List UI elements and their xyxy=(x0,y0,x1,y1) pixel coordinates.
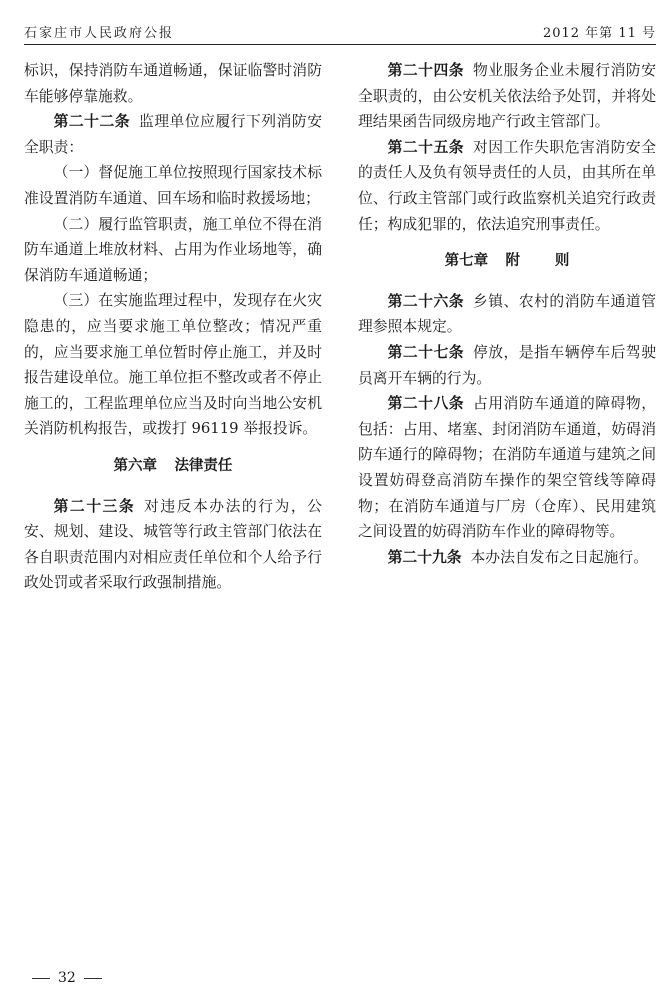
article-22-item-2: （二）履行监管职责，施工单位不得在消防车通道上堆放材料、占用为作业场地等，确保消防车通道畅通； xyxy=(24,215,322,284)
article-29-text: 本办法自发布之日起施行。 xyxy=(470,548,649,566)
article-26 xyxy=(358,289,656,340)
right-column xyxy=(358,58,656,570)
article-24 xyxy=(358,58,656,135)
publication-title: 石家庄市人民政府公报 xyxy=(24,26,175,41)
chapter-7-number: 第七章 xyxy=(444,253,489,270)
page-footer xyxy=(24,970,110,986)
article-29-heading: 第二十九条 xyxy=(387,548,462,566)
article-27-heading: 第二十七条 xyxy=(387,343,465,361)
article-29 xyxy=(358,545,656,571)
article-26-text: 乡镇、农村的消防车通道管理参照本规定。 xyxy=(358,292,656,336)
article-25-text: 对因工作失职危害消防安全的责任人及负有领导责任的人员，由其所在单位、行政主管部门或行政监察机关追究行政责任；构成犯罪的，依法追究刑事责任。 xyxy=(358,138,656,233)
chapter-6-heading xyxy=(24,454,322,480)
page-header xyxy=(24,22,656,45)
article-24-text: 物业服务企业未履行消防安全职责的，由公安机关依法给予处罚，并将处理结果函告同级房地产行政主管部门。 xyxy=(358,62,656,131)
article-28-text: 占用消防车通道的障碍物，包括：占用、堵塞、封闭消防车通道，妨碍消防车通行的障碍物；在消防车通道与建筑之间设置妨碍登高消防车操作的架空管线等障碍物；在消防车通道与厂房（仓库）、民用建筑之间设置的妨碍消防车作业的障碍物等。 xyxy=(358,395,656,541)
article-25 xyxy=(358,135,656,237)
article-22-text: 监理单位应履行下列消防安全职责： xyxy=(24,113,322,156)
article-24-heading: 第二十四条 xyxy=(387,62,465,79)
article-25-heading: 第二十五条 xyxy=(387,138,465,156)
article-23 xyxy=(24,494,322,596)
footer-dash-right xyxy=(84,978,102,979)
article-28-heading: 第二十八条 xyxy=(387,395,465,413)
article-22-item-3: （三）在实施监理过程中，发现存在火灾隐患的，应当要求施工单位整改；情况严重的，应当要求施工单位暂时停止施工，并及时报告建设单位。施工单位拒不整改或者不停止施工的，工程监理单位应当及时向当地公安机关消防机构报告，或拨打 96119 举报投诉。 xyxy=(24,292,322,438)
chapter-7-title-1: 附 xyxy=(505,253,521,270)
footer-dash-left xyxy=(32,978,50,979)
article-23-heading: 第二十三条 xyxy=(53,497,136,515)
article-28 xyxy=(358,391,656,545)
chapter-7-title-2: 则 xyxy=(554,253,570,270)
left-column xyxy=(24,58,322,596)
chapter-6-title: 法律责任 xyxy=(174,457,233,474)
article-23-text: 对违反本办法的行为，公安、规划、建设、城管等行政主管部门依法在各自职责范围内对相应责任单位和个人给予行政处罚或者采取行政强制措施。 xyxy=(24,497,322,592)
paragraph-continuation: 标识，保持消防车通道畅通，保证临警时消防车能够停靠施救。 xyxy=(24,62,322,105)
article-22 xyxy=(24,109,322,160)
issue-number: 2012 年第 11 号 xyxy=(542,26,656,41)
chapter-7-heading xyxy=(358,249,656,275)
article-27 xyxy=(358,340,656,391)
chapter-6-number: 第六章 xyxy=(113,457,158,474)
page-number: 32 xyxy=(58,970,76,986)
article-22-item-1: （一）督促施工单位按照现行国家技术标准设置消防车通道、回车场和临时救援场地； xyxy=(24,164,322,207)
article-27-text: 停放，是指车辆停车后驾驶员离开车辆的行为。 xyxy=(358,343,656,387)
article-26-heading: 第二十六条 xyxy=(387,292,465,310)
article-22-heading: 第二十二条 xyxy=(53,113,131,131)
